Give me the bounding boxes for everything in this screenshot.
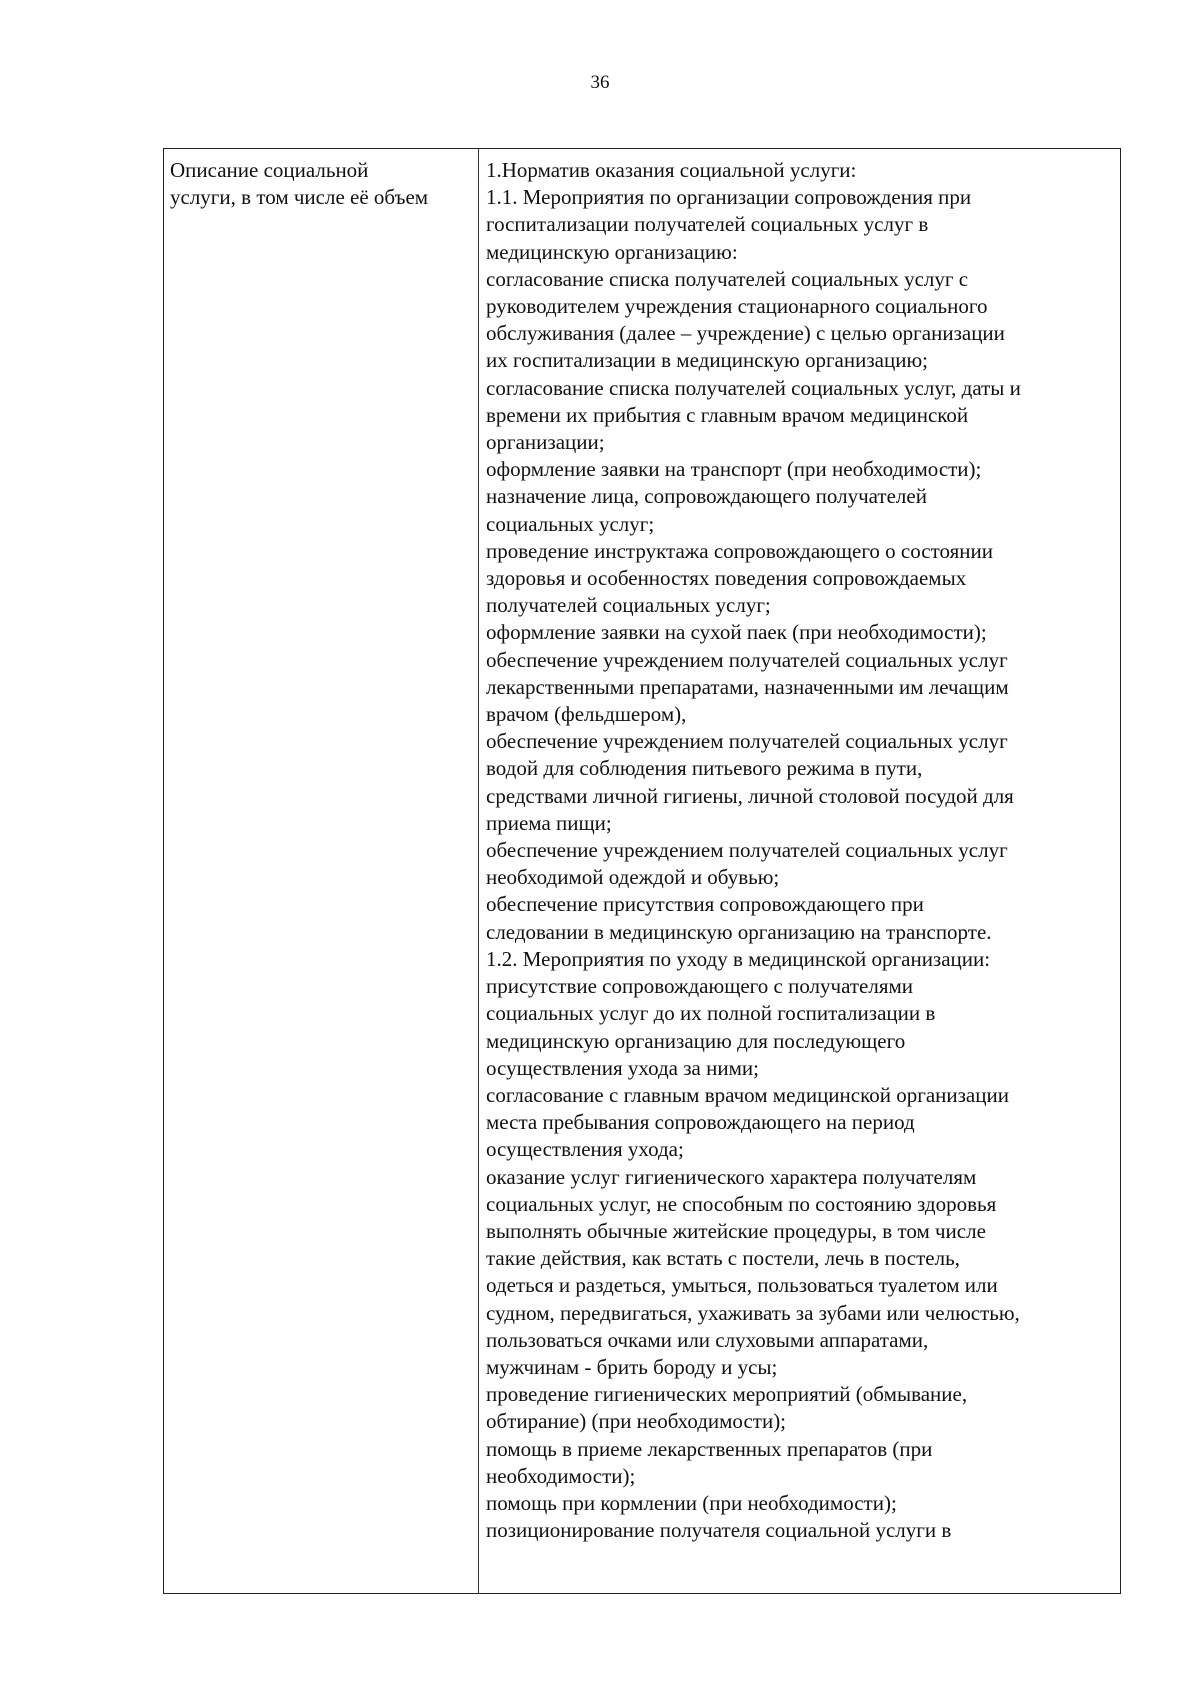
right-cell-text-line: оформление заявки на сухой паек (при необходимости); [486, 620, 987, 645]
right-cell-text-line: следовании в медицинскую организацию на транспорте. [486, 919, 992, 944]
left-cell-service-description-label [170, 157, 475, 211]
right-cell-text-line: медицинскую организацию: [486, 239, 738, 264]
right-cell-text-line: обеспечение учреждением получателей социальных услуг [486, 729, 1008, 754]
right-cell-text-line: обтирание) (при необходимости); [486, 1409, 787, 1434]
right-cell-text-line: обслуживания (далее – учреждение) с целью организации [486, 321, 1005, 346]
right-cell-service-norm-text [486, 157, 1116, 1544]
right-cell-text-line: позиционирование получателя социальной услуги в [486, 1518, 952, 1543]
right-cell-text-line: осуществления ухода; [486, 1137, 684, 1162]
right-cell-text-line: обеспечение учреждением получателей социальных услуг [486, 838, 1008, 863]
right-cell-text-line: медицинскую организацию для последующего [486, 1028, 906, 1053]
right-cell-text-line: судном, передвигаться, ухаживать за зубами или челюстью, [486, 1300, 1020, 1325]
column-divider [478, 149, 479, 1593]
right-cell-text-line: социальных услуг до их полной госпитализации в [486, 1001, 936, 1026]
right-cell-text-line: необходимости); [486, 1463, 636, 1488]
right-cell-text-line: проведение гигиенических мероприятий (обмывание, [486, 1382, 968, 1407]
right-cell-text-line: социальных услуг, не способным по состоянию здоровья [486, 1191, 997, 1216]
right-cell-text-line: времени их прибытия с главным врачом медицинской [486, 402, 969, 427]
right-cell-text-line: лекарственными препаратами, назначенными им лечащим [486, 674, 1009, 699]
right-cell-text-line: получателей социальных услуг; [486, 593, 771, 618]
right-cell-text-line: согласование списка получателей социальных услуг, даты и [486, 375, 1021, 400]
right-cell-text-line: 1.1. Мероприятия по организации сопровождения при [486, 185, 972, 210]
left-cell-text-line: Описание социальной [170, 158, 369, 182]
right-cell-text-line: здоровья и особенностях поведения сопровождаемых [486, 566, 967, 591]
right-cell-text-line: согласование с главным врачом медицинской организации [486, 1082, 1009, 1107]
right-cell-text-line: помощь при кормлении (при необходимости); [486, 1490, 897, 1515]
right-cell-text-line: госпитализации получателей социальных услуг в [486, 212, 929, 237]
left-cell-text-line: услуги, в том числе её объем [170, 185, 429, 210]
right-cell-text-line: приема пищи; [486, 810, 612, 835]
right-cell-text-line: водой для соблюдения питьевого режима в пути, [486, 756, 923, 781]
right-cell-text-line: врачом (фельдшером), [486, 702, 687, 727]
right-cell-text-line: их госпитализации в медицинскую организацию; [486, 348, 928, 373]
right-cell-text-line: осуществления ухода за ними; [486, 1055, 759, 1080]
right-cell-text-line: руководителем учреждения стационарного социального [486, 294, 988, 319]
service-description-table [163, 148, 1121, 1594]
right-cell-text-line: 1.2. Мероприятия по уходу в медицинской организации: [486, 946, 991, 971]
right-cell-text-line: выполнять обычные житейские процедуры, в том числе [486, 1218, 986, 1243]
right-cell-text-line: помощь в приеме лекарственных препаратов (при [486, 1436, 933, 1461]
right-cell-text-line: средствами личной гигиены, личной столовой посудой для [486, 783, 1014, 808]
right-cell-text-line: оказание услуг гигиенического характера получателям [486, 1164, 977, 1189]
right-cell-text-line: места пребывания сопровождающего на период [486, 1110, 915, 1135]
right-cell-text-line: необходимой одеждой и обувью; [486, 865, 780, 890]
right-cell-text-line: оформление заявки на транспорт (при необходимости); [486, 457, 982, 482]
right-cell-text-line: пользоваться очками или слуховыми аппаратами, [486, 1327, 929, 1352]
right-cell-text-line: 1.Норматив оказания социальной услуги: [486, 158, 857, 182]
right-cell-text-line: организации; [486, 430, 605, 455]
right-cell-text-line: обеспечение присутствия сопровождающего при [486, 892, 924, 917]
right-cell-text-line: назначение лица, сопровождающего получателей [486, 484, 927, 509]
right-cell-text-line: социальных услуг; [486, 511, 655, 536]
right-cell-text-line: обеспечение учреждением получателей социальных услуг [486, 647, 1008, 672]
page-number: 36 [590, 72, 610, 93]
right-cell-text-line: присутствие сопровождающего с получателями [486, 974, 914, 999]
right-cell-text-line: мужчинам - брить бороду и усы; [486, 1354, 778, 1379]
right-cell-text-line: одеться и раздеться, умыться, пользоваться туалетом или [486, 1273, 998, 1298]
right-cell-text-line: согласование списка получателей социальных услуг с [486, 266, 969, 291]
right-cell-text-line: такие действия, как встать с постели, лечь в постель, [486, 1246, 960, 1271]
right-cell-text-line: проведение инструктажа сопровождающего о состоянии [486, 538, 993, 563]
